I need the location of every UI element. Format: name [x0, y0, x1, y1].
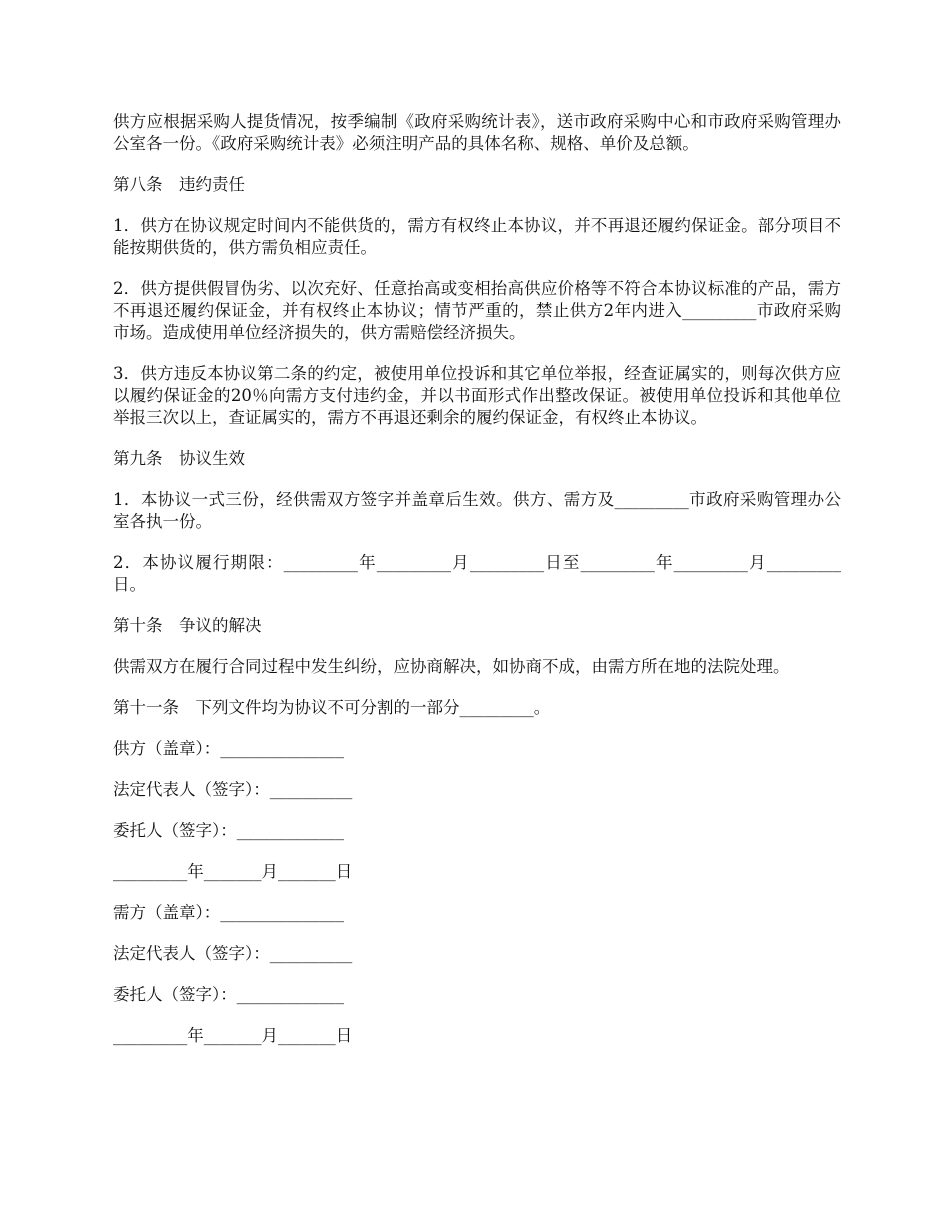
buyer-agent-line: 委托人（签字）：_____________: [113, 985, 344, 1004]
heading-article-9: 第九条 协议生效: [113, 449, 245, 468]
supplier-date-line: _________年_______月_______日: [113, 862, 353, 881]
buyer-legal-rep-line: 法定代表人（签字）：__________: [113, 944, 353, 963]
clause-8-2: 2．供方提供假冒伪劣、以次充好、任意抬高或变相抬高供应价格等不符合本协议标准的产品，需方不再退还履约保证金，并有权终止本协议；情节严重的，禁止供方2年内进入_________市政府采购市场。造成使用单位经济损失的，供方需赔偿经济损失。: [113, 279, 841, 342]
clause-8-1: 1．供方在协议规定时间内不能供货的，需方有权终止本协议，并不再退还履约保证金。部分项目不能按期供货的，供方需负相应责任。: [113, 216, 841, 257]
clause-9-1: 1．本协议一式三份，经供需双方签字并盖章后生效。供方、需方及_________市政府采购管理办公室各执一份。: [113, 490, 841, 531]
heading-article-10: 第十条 争议的解决: [113, 616, 262, 635]
supplier-agent-line: 委托人（签字）：_____________: [113, 821, 344, 840]
supplier-seal-line: 供方（盖章）：_______________: [113, 739, 344, 758]
heading-article-8: 第八条 违约责任: [113, 175, 245, 194]
supplier-legal-rep-line: 法定代表人（签字）：__________: [113, 780, 353, 799]
buyer-seal-line: 需方（盖章）：_______________: [113, 903, 344, 922]
paragraph-stats-report: 供方应根据采购人提货情况，按季编制《政府采购统计表》，送市政府采购中心和市政府采购管理办公室各一份。《政府采购统计表》必须注明产品的具体名称、规格、单价及总额。: [113, 112, 841, 153]
heading-article-11: 第十一条 下列文件均为协议不可分割的一部分_________。: [113, 698, 551, 717]
clause-9-2: 2．本协议履行期限：_________年_________月_________日至_________年_________月_________日。: [113, 553, 841, 594]
clause-8-3: 3．供方违反本协议第二条的约定，被使用单位投诉和其它单位举报，经查证属实的，则每次供方应以履约保证金的20％向需方支付违约金，并以书面形式作出整改保证。被使用单位投诉和其他单位举报三次以上，查证属实的，需方不再退还剩余的履约保证金，有权终止本协议。: [113, 364, 841, 427]
buyer-date-line: _________年_______月_______日: [113, 1026, 353, 1045]
document-page: [113, 111, 841, 1066]
clause-10-body: 供需双方在履行合同过程中发生纠纷，应协商解决，如协商不成，由需方所在地的法院处理。: [113, 657, 790, 676]
